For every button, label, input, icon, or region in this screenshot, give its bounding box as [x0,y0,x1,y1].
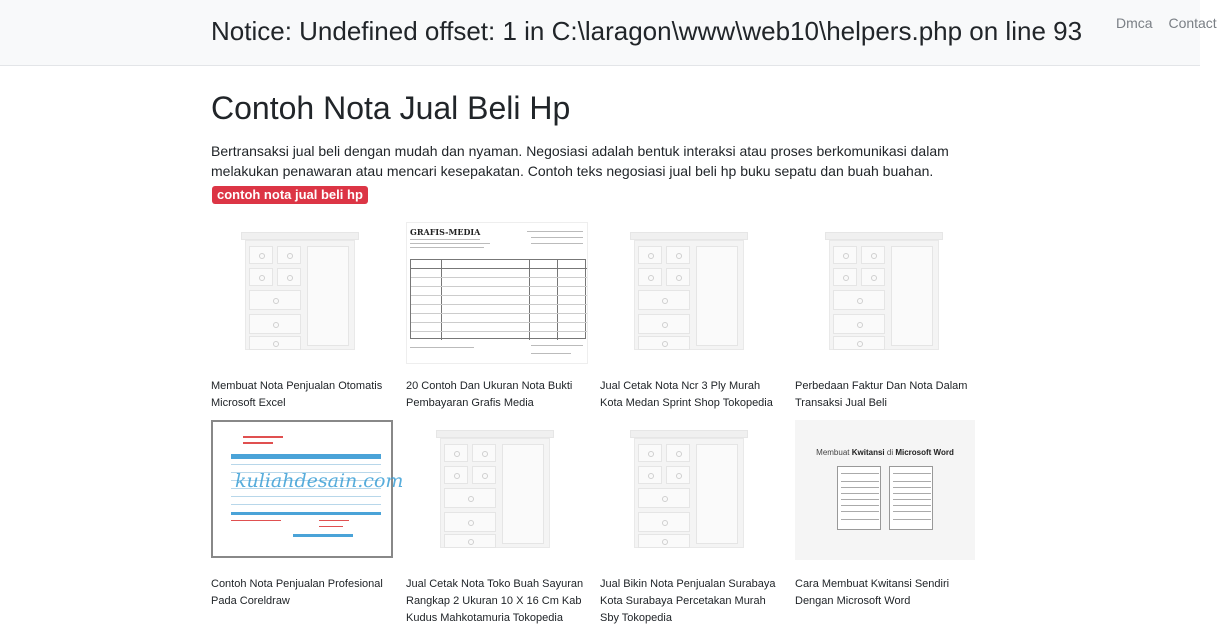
dresser-image [630,430,748,554]
navbar [0,0,1217,66]
kwitansi-image [795,420,975,560]
dresser-thumbnail[interactable] [600,420,782,562]
dresser-image [630,232,748,356]
dresser-image [825,232,943,356]
card-caption[interactable]: Jual Bikin Nota Penjualan Surabaya Kota Surabaya Percetakan Murah Sby Tokopedia [600,578,776,624]
card-caption[interactable]: Perbedaan Faktur Dan Nota Dalam Transaksi Jual Beli [795,380,968,409]
dresser-image [436,430,554,554]
nav-links [1116,15,1229,31]
dresser-thumbnail[interactable] [600,222,782,364]
gallery-card[interactable] [211,420,404,610]
nav-link-dmca[interactable]: Dmca [1116,15,1153,31]
gallery-card[interactable] [406,222,588,412]
dresser-thumbnail[interactable] [406,420,588,562]
card-caption[interactable]: Membuat Nota Penjualan Otomatis Microsoft Excel [211,380,383,409]
php-notice-brand[interactable]: Notice: Undefined offset: 1 in C:\laragon\www\web10\helpers.php on line 93 [211,16,1083,46]
nav-link-contact[interactable]: Contact [1168,15,1217,31]
intro-paragraph: Bertransaksi jual beli dengan mudah dan nyaman. Negosiasi adalah bentuk interaksi atau proses berkomunikasi dalam melakukan penawaran atau mencari kesepakatan. Contoh teks negosiasi jual beli hp buku sepatu dan buah buahan. [211,143,949,179]
card-caption[interactable]: 20 Contoh Dan Ukuran Nota Bukti Pembayaran Grafis Media [406,380,573,409]
kwitansi-thumbnail[interactable] [795,420,977,562]
coreldraw-watermark: kuliahdesain.com [235,470,404,492]
invoice-thumbnail[interactable] [406,222,588,364]
gallery-card[interactable] [406,420,588,627]
gallery-card[interactable] [600,420,782,627]
page-title: Contoh Nota Jual Beli Hp [211,90,571,126]
gallery-card[interactable] [795,420,977,610]
tag-badge[interactable]: contoh nota jual beli hp [212,186,368,204]
dresser-image [241,232,359,356]
card-caption[interactable]: Contoh Nota Penjualan Profesional Pada Coreldraw [211,578,383,607]
invoice-form-image [406,222,588,364]
card-caption[interactable]: Jual Cetak Nota Toko Buah Sayuran Rangkap 2 Ukuran 10 X 16 Cm Kab Kudus Mahkotamuria Tokopedia [406,578,584,624]
gallery-card[interactable] [795,222,977,412]
coreldraw-invoice-image [211,420,404,558]
card-caption[interactable]: Cara Membuat Kwitansi Sendiri Dengan Microsoft Word [795,578,950,607]
gallery-card[interactable] [211,222,393,412]
kwitansi-title: Membuat Kwitansi di Microsoft Word [816,448,954,457]
gallery-card[interactable] [600,222,782,412]
invoice-brand-text: GRAFIS-MEDIA [410,227,481,237]
dresser-thumbnail[interactable] [211,222,393,364]
card-caption[interactable]: Jual Cetak Nota Ncr 3 Ply Murah Kota Medan Sprint Shop Tokopedia [600,380,773,409]
coreldraw-thumbnail[interactable] [211,420,404,562]
dresser-thumbnail[interactable] [795,222,977,364]
